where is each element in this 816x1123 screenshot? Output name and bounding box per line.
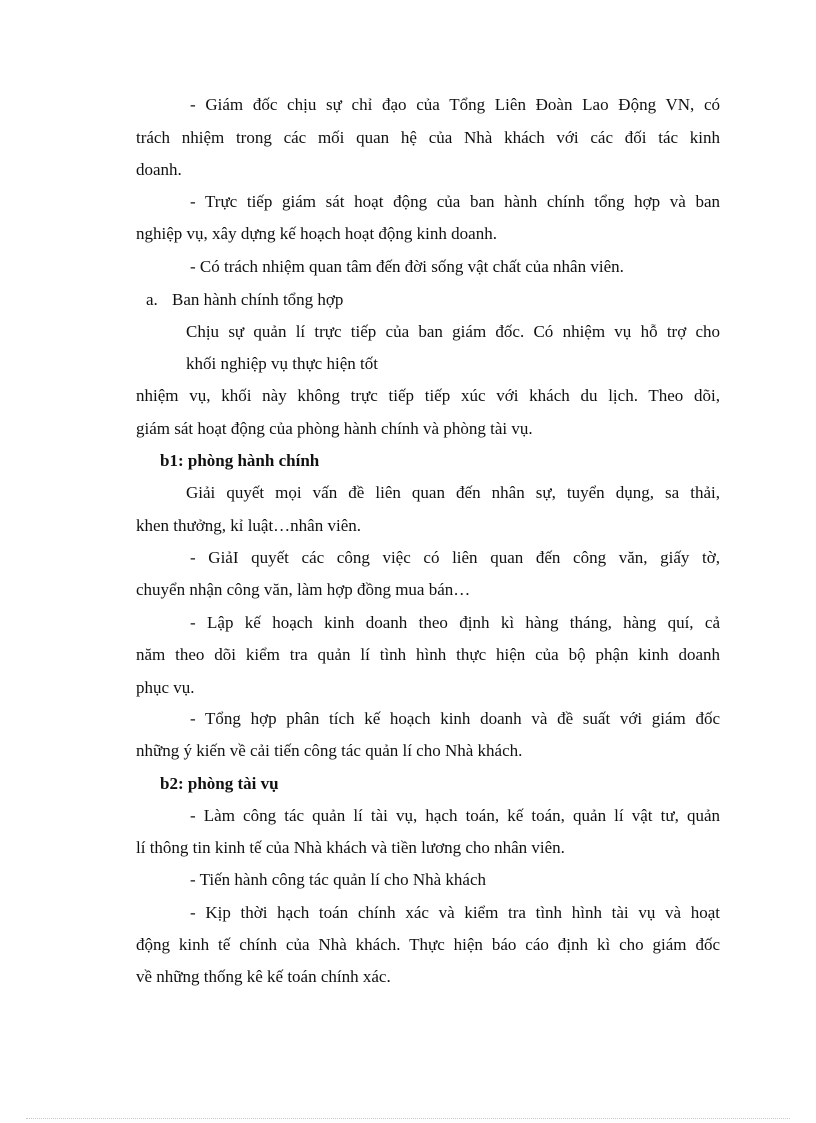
text-line: - Tiến hành công tác quản lí cho Nhà khách [190,870,487,889]
text-line: giám sát hoạt động của phòng hành chính và phòng tài vụ. [136,419,533,438]
text-line: trách nhiệm trong các mối quan hệ của Nhà khách với các đối tác kinh [136,128,720,147]
text-line: doanh. [136,160,182,179]
list-marker: a. [146,290,158,309]
subsection-heading: b2: phòng tài vụ [160,774,279,793]
text-line: - Kịp thời hạch toán chính xác và kiểm tra tình hình tài vụ và hoạt [190,903,720,922]
text-line: - Trực tiếp giám sát hoạt động của ban hành chính tổng hợp và ban [190,192,720,211]
page-bottom-rule [26,1118,790,1119]
text-line: chuyển nhận công văn, làm hợp đồng mua bán… [136,580,471,599]
text-line: lí thông tin kinh tế của Nhà khách và tiền lương cho nhân viên. [136,838,565,857]
text-line: - Giám đốc chịu sự chỉ đạo của Tổng Liên Đoàn Lao Động VN, có [190,95,720,114]
text-line: Giải quyết mọi vấn đề liên quan đến nhân sự, tuyển dụng, sa thải, [186,483,720,502]
text-line: - Có trách nhiệm quan tâm đến đời sống vật chất của nhân viên. [190,257,624,276]
subsection-heading: b1: phòng hành chính [160,451,320,470]
text-line: nghiệp vụ, xây dựng kế hoạch hoạt động kinh doanh. [136,224,497,243]
text-line: khối nghiệp vụ thực hiện tốt [186,354,378,373]
text-line: - Lập kế hoạch kinh doanh theo định kì hàng tháng, hàng quí, cả [190,613,720,632]
text-line: về những thống kê kế toán chính xác. [136,967,391,986]
text-line: phục vụ. [136,678,195,697]
section-heading: Ban hành chính tổng hợp [172,290,344,309]
text-line: năm theo dõi kiểm tra quản lí tình hình thực hiện của bộ phận kinh doanh [136,645,720,664]
text-line: những ý kiến về cải tiến công tác quản lí cho Nhà khách. [136,741,523,760]
text-line: khen thưởng, kỉ luật…nhân viên. [136,516,362,535]
text-line: nhiệm vụ, khối này không trực tiếp tiếp xúc với khách du lịch. Theo dõi, [136,386,720,405]
text-line: Chịu sự quản lí trực tiếp của ban giám đốc. Có nhiệm vụ hỗ trợ cho [186,322,720,341]
text-line: - Làm công tác quản lí tài vụ, hạch toán, kế toán, quản lí vật tư, quản [190,806,720,825]
text-line: - GiảI quyết các công việc có liên quan đến công văn, giấy tờ, [190,548,720,567]
text-line: - Tổng hợp phân tích kế hoạch kinh doanh và đề suất với giám đốc [190,709,720,728]
text-line: động kinh tế chính của Nhà khách. Thực hiện báo cáo định kì cho giám đốc [136,935,720,954]
